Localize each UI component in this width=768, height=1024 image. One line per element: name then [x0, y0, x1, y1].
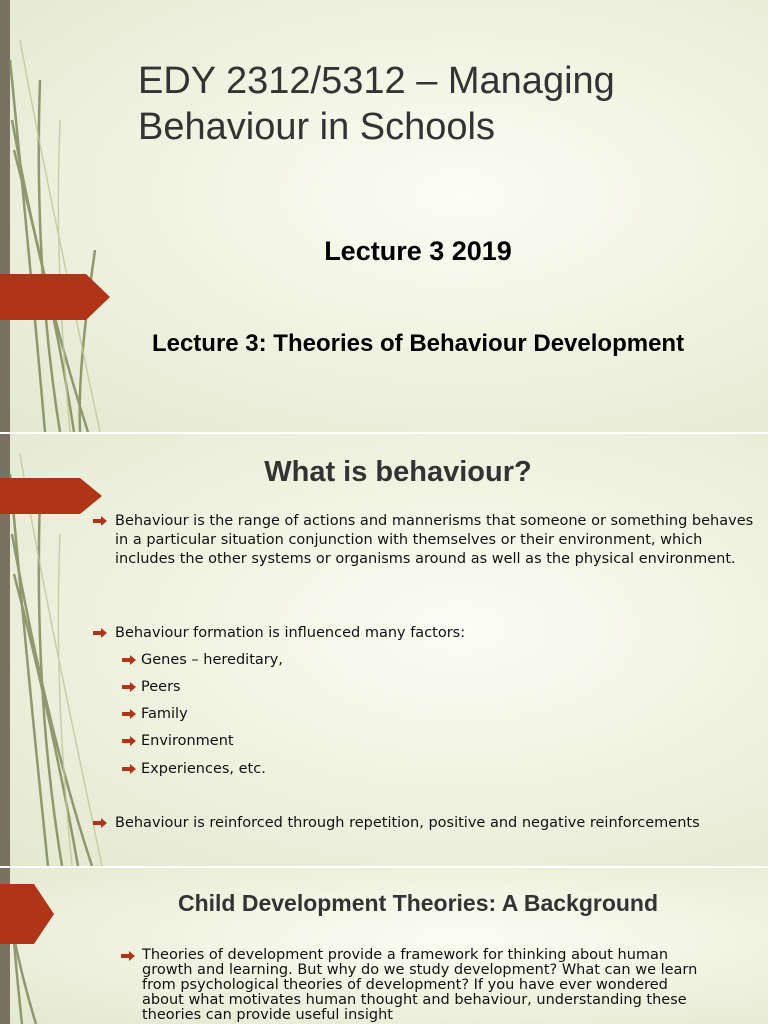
factor-item: Experiences, etc.	[141, 761, 266, 777]
slide-heading: Child Development Theories: A Background	[177, 890, 659, 916]
sub-bullet-arrow-icon	[122, 682, 136, 692]
bullet-definition: Behaviour is the range of actions and mannerisms that someone or something behaves in a particular situation conjunction with themselves or their environment, which includes the other systems or organisms around as well as the physical environment.	[115, 513, 754, 567]
bullet-arrow-icon	[93, 818, 107, 828]
bullet-arrow-icon	[93, 516, 107, 526]
lecture-label: Lecture 3 2019	[324, 236, 512, 266]
bullet-arrow-icon	[93, 628, 107, 638]
red-flag-marker	[0, 270, 112, 324]
presentation-title: EDY 2312/5312 – Managing Behaviour in Schools	[138, 60, 615, 148]
sub-bullet-arrow-icon	[122, 736, 136, 746]
slide-child-development	[0, 868, 768, 1024]
slide-heading: What is behaviour?	[264, 456, 532, 488]
slide-title	[0, 0, 768, 432]
sub-bullet-arrow-icon	[122, 764, 136, 774]
factor-item: Genes – hereditary,	[141, 652, 283, 668]
decorative-swirl	[0, 0, 140, 432]
slide-what-is-behaviour	[0, 434, 768, 866]
sub-bullet-arrow-icon	[122, 655, 136, 665]
bullet-arrow-icon	[121, 951, 135, 961]
sub-bullet-arrow-icon	[122, 709, 136, 719]
bullet-factors-intro: Behaviour formation is influenced many factors:	[115, 625, 466, 641]
lecture-topic: Lecture 3: Theories of Behaviour Development	[151, 330, 685, 357]
factor-item: Peers	[141, 679, 181, 695]
bullet-theories: Theories of development provide a framework for thinking about human growth and learning. But why do we study development? What can we learn from psychological theories of development? If you have ever wondered about what motivates human thought and behaviour, understanding these theories can provide useful insight	[142, 947, 698, 1023]
factor-item: Environment	[141, 733, 234, 749]
factor-item: Family	[141, 706, 188, 722]
bullet-reinforcement: Behaviour is reinforced through repetition, positive and negative reinforcements	[115, 815, 700, 831]
